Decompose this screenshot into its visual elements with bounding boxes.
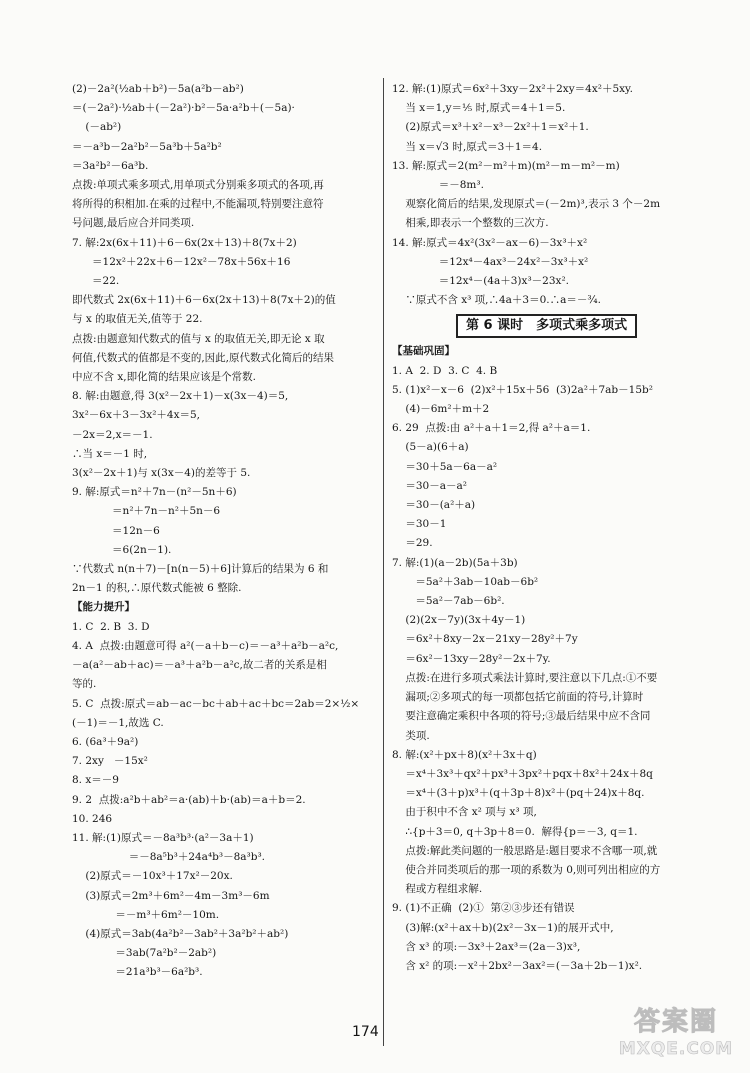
text-line: 5. (1)x²－x－6 (2)x²＋15x＋56 (3)2a²＋7ab－15b²: [392, 383, 653, 396]
text-line: 1. A 2. D 3. C 4. B: [392, 364, 498, 377]
text-line: ＝5a²－7ab－6b².: [392, 595, 505, 608]
text-line: ＝29.: [392, 537, 433, 550]
text-line: (－1)＝－1,故选 C.: [72, 716, 164, 729]
text-line: 6. (6a³＋9a²): [72, 735, 139, 748]
text-line: 3(x²－2x＋1)与 x(3x－4)的差等于 5.: [72, 467, 251, 480]
text-line: 9. (1)不正确 (2)① 第②③步还有错误: [392, 902, 575, 915]
text-line: (2)原式＝－10x³＋17x²－20x.: [72, 870, 233, 883]
text-line: ＝12x⁴－4ax³－24x²－3x³＋x²: [392, 255, 589, 268]
text-line: ＝－8m³.: [392, 179, 484, 192]
text-line: 11. 解:(1)原式＝－8a³b³·(a²－3a＋1): [72, 831, 254, 844]
text-line: 8. 解:由题意,得 3(x²－2x＋1)－x(3x－4)＝5,: [72, 390, 289, 403]
text-line: 点拨:由题意知代数式的值与 x 的取值无关,即无论 x 取: [72, 332, 325, 345]
text-line: 观察化简后的结果,发现原式＝(－2m)³,表示 3 个－2m: [392, 198, 661, 211]
text-line: ＝12x²＋22x＋6－12x²－78x＋56x＋16: [72, 255, 291, 268]
text-line: 7. 解:2x(6x＋11)＋6－6x(2x＋13)＋8(7x＋2): [72, 236, 297, 249]
right-column-top: [392, 80, 714, 310]
text-line: ＝30－1: [392, 518, 447, 531]
text-line: ＝6x²－13xy－28y²－2x＋7y.: [392, 652, 551, 665]
text-line: ＝x⁴＋(3＋p)x³＋(q＋3p＋8)x²＋(pq＋24)x＋8q.: [392, 787, 645, 800]
text-line: (4)原式＝3ab(4a²b²－3ab²＋3a²b²＋ab²): [72, 927, 289, 940]
text-line: ＝(－2a²)·½ab＋(－2a²)·b²－5a·a²b＋(－5a)·: [72, 102, 295, 115]
text-line: 含 x³ 的项:－3x³＋2ax³＝(2a－3)x³,: [392, 940, 581, 953]
text-line: 【基础巩固】: [392, 345, 455, 358]
text-line: ∴当 x＝－1 时,: [72, 447, 148, 460]
text-line: ＝6(2n－1).: [72, 543, 172, 556]
text-line: 中应不含 x,即化简的结果应该是个常数.: [72, 371, 256, 384]
text-line: ∵原式不含 x³ 项,∴4a＋3＝0.∴a＝－¾.: [392, 294, 601, 307]
text-line: 程或方程组求解.: [392, 883, 483, 896]
text-line: ＝30－a－a²: [392, 479, 467, 492]
text-line: 6. 29 点拨:由 a²＋a＋1＝2,得 a²＋a＝1.: [392, 422, 591, 435]
text-line: 等的.: [72, 678, 97, 691]
text-line: ∴{p＋3＝0, q＋3p＋8＝0. 解得{p＝－3, q＝1.: [392, 825, 638, 838]
column-divider: [383, 78, 384, 1046]
text-line: 即代数式 2x(6x＋11)＋6－6x(2x＋13)＋8(7x＋2)的值: [72, 294, 336, 307]
text-line: (3)原式＝2m³＋6m²－4m－3m³－6m: [72, 889, 270, 902]
text-line: ＝n²＋7n－n²＋5n－6: [72, 505, 221, 518]
text-line: 相乘,即表示一个整数的三次方.: [392, 217, 549, 230]
text-line: ＝x⁴＋3x³＋qx²＋px³＋3px²＋pqx＋8x²＋24x＋8q: [392, 767, 653, 780]
right-column-bottom: [392, 342, 714, 976]
text-line: 2n－1 的积,∴原代数式能被 6 整除.: [72, 582, 242, 595]
watermark-text: 答案圈: [633, 1007, 718, 1037]
left-column: [72, 80, 390, 983]
text-line: 8. 解:(x²＋px＋8)(x²＋3x＋q): [392, 748, 537, 761]
text-line: 由于积中不含 x² 项与 x³ 项,: [392, 806, 537, 819]
text-line: 点拨:在进行多项式乘法计算时,要注意以下几点:①不要: [392, 671, 658, 684]
text-line: 将所得的积相加.在乘的过程中,不能漏项,特别要注意符: [72, 198, 324, 211]
text-line: 【能力提升】: [72, 601, 135, 614]
text-line: 点拨:解此类问题的一般思路是:题目要求不含哪一项,就: [392, 844, 658, 857]
text-line: －a(a²－ab＋ac)＝－a³＋a²b－a²c,故二者的关系是相: [72, 659, 327, 672]
text-line: ＝5a²＋3ab－10ab－6b²: [392, 575, 539, 588]
text-line: 当 x＝√3 时,原式＝3＋1＝4.: [392, 140, 543, 153]
text-line: 含 x² 的项:－x²＋2bx²－3ax²＝(－3a＋2b－1)x².: [392, 959, 643, 972]
text-line: 点拨:单项式乘多项式,用单项式分别乘多项式的各项,再: [72, 179, 324, 192]
text-line: 9. 2 点拨:a²b＋ab²＝a·(ab)＋b·(ab)＝a＋b＝2.: [72, 793, 306, 806]
text-line: 类项.: [392, 729, 430, 742]
text-line: ＝－m³＋6m²－10m.: [72, 908, 220, 921]
text-line: 8. x＝－9: [72, 774, 119, 787]
text-line: 14. 解:原式＝4x²(3x²－ax－6)－3x³＋x²: [392, 236, 588, 249]
right-column: [392, 80, 714, 976]
text-line: 7. 2xy －15x²: [72, 755, 148, 768]
text-line: (3)解:(x²＋ax＋b)(2x²－3x－1)的展开式中,: [392, 921, 614, 934]
lesson-title: 第 6 课时 多项式乘多项式: [456, 314, 637, 338]
text-line: 13. 解:原式＝2(m²－m²＋m)(m²－m－m²－m): [392, 159, 620, 172]
text-line: 7. 解:(1)(a－2b)(5a＋3b): [392, 556, 518, 569]
text-line: 12. 解:(1)原式＝6x²＋3xy－2x²＋2xy＝4x²＋5xy.: [392, 83, 633, 95]
text-line: 漏项;②多项式的每一项都包括它前面的符号,计算时: [392, 691, 644, 704]
text-line: 5. C 点拨:原式＝ab－ac－bc＋ab＋ac＋bc＝2ab＝2×½×: [72, 697, 360, 710]
text-line: ＝21a³b³－6a²b³.: [72, 966, 203, 979]
text-line: ＝3a²b²－6a³b.: [72, 159, 149, 172]
watermark-logo: [612, 1006, 740, 1068]
text-line: －2x＝2,x＝－1.: [72, 428, 153, 441]
text-line: ＝12x⁴－(4a＋3)x³－23x².: [392, 275, 569, 288]
text-line: (2)原式＝x³＋x²－x³－2x²＋1＝x²＋1.: [392, 121, 589, 134]
text-line: ＝30－(a²＋a): [392, 499, 476, 512]
text-line: (5－a)(6＋a): [392, 441, 469, 454]
text-line: (2)(2x－7y)(3x＋4y－1): [392, 614, 526, 627]
page-number: 174: [352, 1024, 379, 1040]
text-line: ＝－8a⁵b³＋24a⁴b³－8a³b³.: [72, 851, 265, 864]
text-line: (－ab²): [72, 121, 122, 134]
text-line: 1. C 2. B 3. D: [72, 620, 150, 633]
text-line: ＝－a³b－2a²b²－5a³b＋5a²b²: [72, 140, 222, 153]
text-line: (4)－6m²＋m＋2: [392, 403, 490, 416]
text-line: 3x²－6x＋3－3x²＋4x＝5,: [72, 409, 201, 422]
text-line: 何值,代数式的值都是不变的,因此,原代数式化简后的结果: [72, 351, 335, 364]
text-line: 号问题,最后应合并同类项.: [72, 217, 195, 230]
text-line: ＝12n－6: [72, 524, 160, 537]
text-line: ＝22.: [72, 275, 120, 288]
text-line: 9. 解:原式＝n²＋7n－(n²－5n＋6): [72, 486, 237, 499]
text-line: ＝6x²＋8xy－2x－21xy－28y²＋7y: [392, 633, 578, 646]
text-line: 要注意确定乘积中各项的符号;③最后结果中应不含同: [392, 710, 651, 723]
text-line: 与 x 的取值无关,值等于 22.: [72, 313, 203, 326]
text-line: ∵代数式 n(n＋7)－[n(n－5)＋6]计算后的结果为 6 和: [72, 563, 329, 576]
text-line: 当 x＝1,y＝⅕ 时,原式＝4＋1＝5.: [392, 102, 566, 115]
text-line: (2)－2a²(½ab＋b²)－5a(a²b－ab²): [72, 83, 244, 95]
watermark-url: MXQE.COM: [618, 1039, 734, 1059]
text-line: ＝30＋5a－6a－a²: [392, 460, 498, 473]
text-line: ＝3ab(7a²b²－2ab²): [72, 947, 217, 960]
text-line: 使合并同类项后的那一项的系数为 0,则可列出相应的方: [392, 863, 661, 876]
text-line: 10. 246: [72, 812, 113, 825]
text-line: 4. A 点拨:由题意可得 a²(－a＋b－c)＝－a³＋a²b－a²c,: [72, 639, 339, 652]
